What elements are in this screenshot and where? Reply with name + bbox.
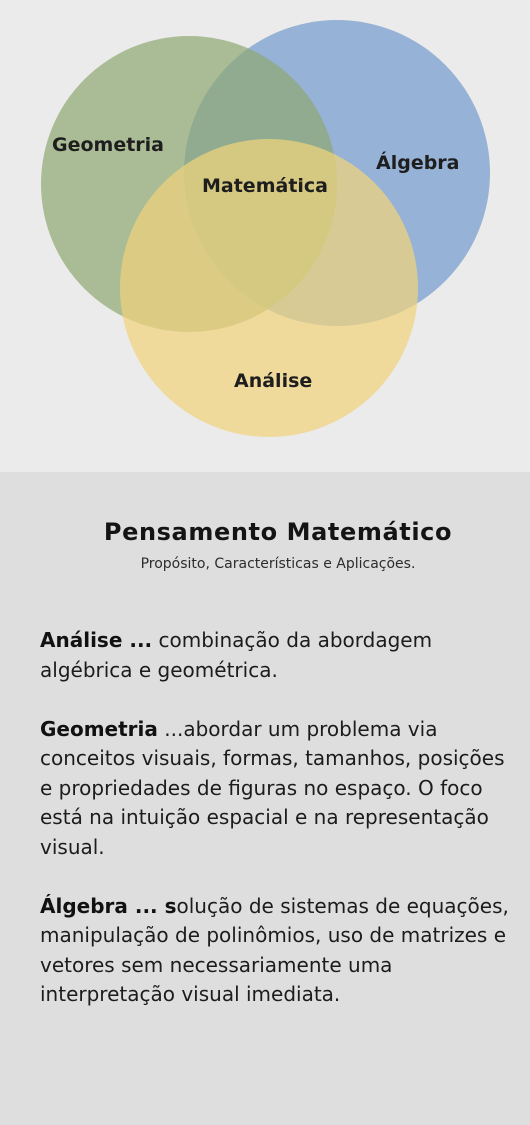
page-subtitle: Propósito, Características e Aplicações. <box>140 556 416 572</box>
paragraph-analise <box>40 626 516 685</box>
text-geometria: ...abordar um problema via conceitos visuais, formas, tamanhos, posições e propriedades de figuras no espaço. O foco está na intuição espacial e na representação visual. <box>40 716 505 859</box>
term-geometria: Geometria <box>40 716 158 741</box>
paragraph-algebra <box>40 892 516 1010</box>
label-matematica: Matemática <box>202 175 328 197</box>
label-algebra: Álgebra <box>376 152 460 174</box>
text-analise: combinação da abordagem algébrica e geométrica. <box>40 628 433 682</box>
description-body <box>40 626 516 1039</box>
paragraph-geometria <box>40 715 516 863</box>
term-algebra: Álgebra ... s <box>40 893 177 918</box>
label-geometria: Geometria <box>52 134 165 156</box>
venn-diagram <box>0 0 530 472</box>
venn-diagram-panel <box>0 0 530 472</box>
label-analise: Análise <box>234 370 313 392</box>
term-analise: Análise ... <box>40 628 153 652</box>
text-panel <box>0 472 530 1125</box>
text-algebra: olução de sistemas de equações, manipulação de polinômios, uso de matrizes e vetores sem necessariamente uma interpretação visual imediata. <box>40 893 509 1006</box>
page-title: Pensamento Matemático <box>103 518 453 546</box>
